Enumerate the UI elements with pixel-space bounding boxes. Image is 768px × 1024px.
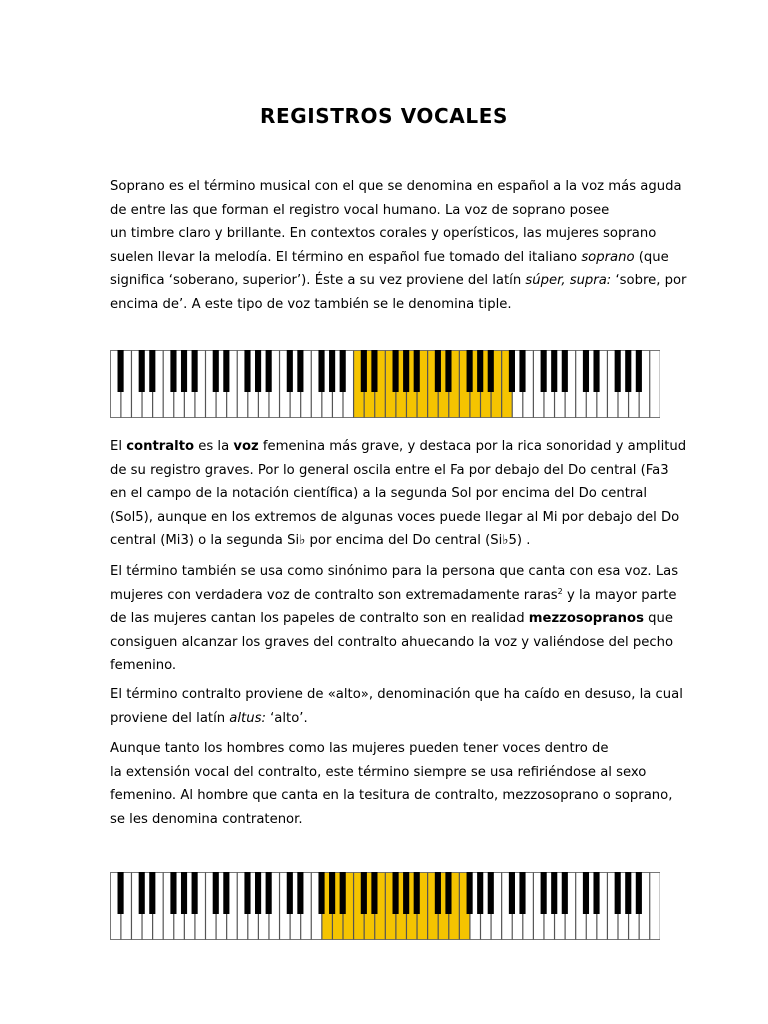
- black-key: [329, 350, 335, 392]
- text-line: [110, 269, 687, 293]
- text-run: proviene del latín: [110, 710, 230, 726]
- italic-term: altus:: [229, 710, 266, 726]
- black-key: [223, 350, 229, 392]
- text-run: que: [643, 611, 673, 626]
- black-key: [361, 872, 367, 914]
- black-key: [340, 872, 346, 914]
- black-key: [149, 872, 155, 914]
- text-line: la extensión vocal del contralto, este término siempre se usa refiriéndose al sexo: [110, 764, 647, 780]
- contralto-paragraph: [110, 435, 687, 553]
- black-key: [583, 872, 589, 914]
- black-key: [414, 350, 420, 392]
- text-line: (Sol5), aunque en los extremos de algunas voces puede llegar al Mi por debajo del Do: [110, 509, 680, 525]
- text-line: El término también se usa como sinónimo para la persona que canta con esa voz. Las: [110, 564, 679, 579]
- black-key: [435, 872, 441, 914]
- black-key: [170, 872, 176, 914]
- black-key: [244, 872, 250, 914]
- black-key: [192, 872, 198, 914]
- piano-keyboard-image: [110, 350, 660, 418]
- black-key: [625, 350, 631, 392]
- text-line: un timbre claro y brillante. En contextos corales y operísticos, las mujeres soprano: [110, 226, 657, 241]
- text-line: femenino. Al hombre que canta en la tesitura de contralto, mezzosoprano o soprano,: [110, 788, 673, 803]
- black-key: [139, 872, 145, 914]
- black-key: [562, 350, 568, 392]
- men-paragraph: [110, 737, 673, 831]
- bold-term: voz: [233, 439, 259, 454]
- black-key: [244, 350, 250, 392]
- black-key: [118, 872, 124, 914]
- black-key: [287, 872, 293, 914]
- text-line: femenino.: [110, 658, 177, 673]
- black-key: [445, 350, 451, 392]
- text-line: [110, 707, 670, 731]
- text-line: encima de’. A este tipo de voz también se le denomina tiple.: [110, 296, 512, 312]
- black-key: [562, 872, 568, 914]
- text-run: significa ‘soberano, superior’). Éste a su vez proviene del latín: [110, 273, 526, 288]
- text-run: y la mayor parte: [562, 587, 677, 603]
- text-line: Soprano es el término musical con el que se denomina en español a la voz más aguda: [110, 179, 682, 194]
- black-key: [593, 350, 599, 392]
- black-key: [139, 350, 145, 392]
- black-key: [477, 350, 483, 392]
- black-key: [213, 872, 219, 914]
- black-key: [371, 872, 377, 914]
- text-run: ‘sobre, por: [611, 273, 687, 288]
- black-key: [551, 872, 557, 914]
- black-key: [467, 350, 473, 392]
- black-key: [509, 872, 515, 914]
- text-run: El: [110, 439, 127, 454]
- text-line: central (Mi3) o la segunda Si♭ por encima del Do central (Si♭5) .: [110, 533, 531, 548]
- black-key: [593, 872, 599, 914]
- black-key: [266, 350, 272, 392]
- text-line: Aunque tanto los hombres como las mujeres pueden tener voces dentro de: [110, 741, 609, 756]
- bold-term: contralto: [126, 439, 195, 454]
- text-run: ‘alto’.: [265, 710, 308, 726]
- black-key: [361, 350, 367, 392]
- black-key: [181, 872, 187, 914]
- black-key: [393, 350, 399, 392]
- black-key: [297, 350, 303, 392]
- black-key: [255, 350, 261, 392]
- black-key: [519, 350, 525, 392]
- black-key: [287, 350, 293, 392]
- white-key: [650, 873, 660, 940]
- text-line: de entre las que forman el registro vocal humano. La voz de soprano posee: [110, 202, 610, 218]
- black-key: [340, 350, 346, 392]
- italic-term: soprano: [581, 249, 635, 265]
- black-key: [583, 350, 589, 392]
- text-run: suelen llevar la melodía. El término en español fue tomado del italiano: [110, 249, 582, 265]
- black-key: [181, 350, 187, 392]
- black-key: [149, 350, 155, 392]
- black-key: [393, 872, 399, 914]
- text-run: femenina más grave, y destaca por la rica sonoridad y amplitud: [258, 439, 687, 454]
- text-run: mujeres con verdadera voz de contralto son extremadamente raras: [110, 587, 558, 603]
- text-line: [110, 246, 670, 270]
- black-key: [615, 350, 621, 392]
- origin-paragraph: [110, 683, 683, 730]
- text-line: El término contralto proviene de «alto», denominación que ha caído en desuso, la cual: [110, 687, 683, 702]
- black-key: [636, 350, 642, 392]
- black-key: [435, 350, 441, 392]
- black-key: [541, 350, 547, 392]
- black-key: [170, 350, 176, 392]
- black-key: [213, 350, 219, 392]
- text-line: [110, 435, 687, 459]
- black-key: [541, 872, 547, 914]
- black-key: [318, 872, 324, 914]
- italic-term: súper, supra:: [525, 273, 612, 288]
- text-line: se les denomina contratenor.: [110, 811, 303, 827]
- black-key: [467, 872, 473, 914]
- black-key: [318, 350, 324, 392]
- black-key: [551, 350, 557, 392]
- text-line: [110, 607, 673, 631]
- page-title: REGISTROS VOCALES: [259, 104, 509, 128]
- black-key: [329, 872, 335, 914]
- black-key: [414, 872, 420, 914]
- text-line: consiguen alcanzar los graves del contralto ahuecando la voz y valiéndose del pecho: [110, 634, 674, 650]
- black-key: [223, 872, 229, 914]
- black-key: [266, 872, 272, 914]
- black-key: [477, 872, 483, 914]
- black-key: [403, 350, 409, 392]
- black-key: [403, 872, 409, 914]
- text-run: es la: [194, 439, 234, 454]
- black-key: [488, 350, 494, 392]
- black-key: [445, 872, 451, 914]
- footnote-ref: 2: [557, 586, 563, 596]
- text-run: (que: [634, 249, 669, 265]
- soprano-keyboard: [110, 350, 660, 418]
- text-line: en el campo de la notación científica) a la segunda Sol por encima del Do central: [110, 486, 648, 501]
- black-key: [615, 872, 621, 914]
- text-line: de su registro graves. Por lo general oscila entre el Fa por debajo del Do central (Fa3: [110, 462, 669, 478]
- black-key: [636, 872, 642, 914]
- text-run: de las mujeres cantan los papeles de contralto son en realidad: [110, 611, 529, 626]
- black-key: [625, 872, 631, 914]
- black-key: [297, 872, 303, 914]
- contralto-keyboard: [110, 872, 660, 940]
- bold-term: mezzosopranos: [528, 611, 644, 626]
- piano-keyboard-image: [110, 872, 660, 940]
- black-key: [192, 350, 198, 392]
- soprano-paragraph: [110, 175, 687, 316]
- black-key: [488, 872, 494, 914]
- black-key: [255, 872, 261, 914]
- synonym-paragraph: [110, 560, 679, 678]
- white-key: [650, 351, 660, 418]
- black-key: [509, 350, 515, 392]
- black-key: [371, 350, 377, 392]
- black-key: [118, 350, 124, 392]
- black-key: [519, 872, 525, 914]
- text-line: [110, 584, 677, 608]
